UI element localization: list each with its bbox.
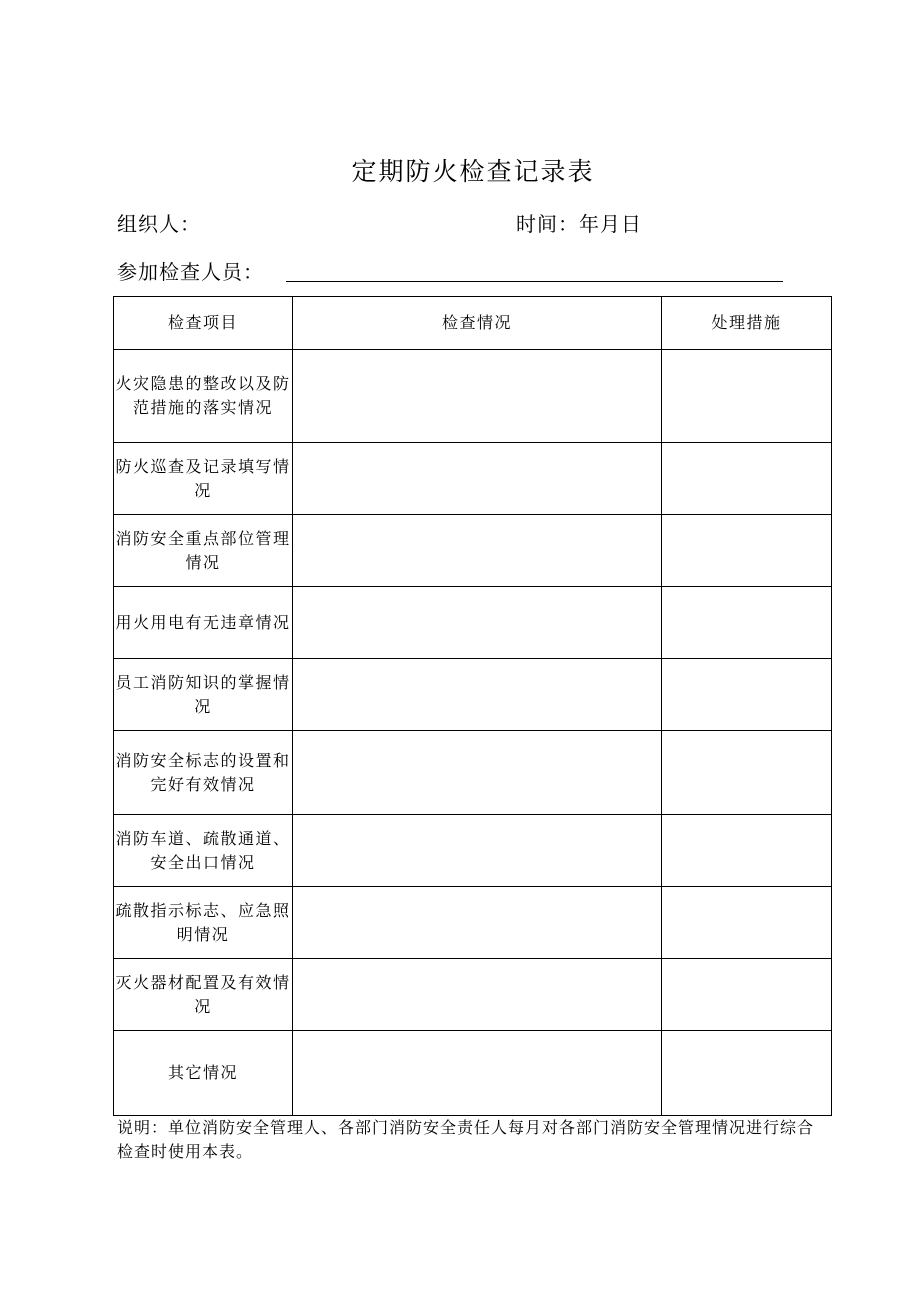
row-item-label: 消防安全重点部位管理情况 [114,515,293,587]
table-row [114,731,832,815]
table-header-row [114,297,832,350]
table-row [114,515,832,587]
status-cell[interactable] [293,1031,662,1116]
measure-cell[interactable] [662,515,832,587]
table-row [114,350,832,443]
measure-cell[interactable] [662,887,832,959]
measure-cell[interactable] [662,587,832,659]
row-item-label: 消防安全标志的设置和完好有效情况 [114,731,293,815]
column-header-status: 检查情况 [293,297,662,350]
measure-cell[interactable] [662,443,832,515]
table-row [114,1031,832,1116]
page-title: 定期防火检查记录表 [351,157,595,186]
inspection-record-table [113,296,832,1116]
status-cell[interactable] [293,959,662,1031]
row-item-label: 其它情况 [114,1031,293,1116]
status-cell[interactable] [293,659,662,731]
table-row [114,815,832,887]
table-row [114,443,832,515]
time-label: 时间：年月日 [516,212,642,236]
table-row [114,887,832,959]
status-cell[interactable] [293,350,662,443]
measure-cell[interactable] [662,959,832,1031]
measure-cell[interactable] [662,350,832,443]
row-item-label: 消防车道、疏散通道、安全出口情况 [114,815,293,887]
table-row [114,659,832,731]
row-item-label: 员工消防知识的掌握情况 [114,659,293,731]
row-item-label: 防火巡查及记录填写情况 [114,443,293,515]
measure-cell[interactable] [662,659,832,731]
row-item-label: 灭火器材配置及有效情况 [114,959,293,1031]
status-cell[interactable] [293,515,662,587]
row-item-label: 用火用电有无违章情况 [114,587,293,659]
organizer-label: 组织人： [117,212,201,236]
status-cell[interactable] [293,731,662,815]
participants-label: 参加检查人员： [117,260,264,284]
status-cell[interactable] [293,587,662,659]
table-row [114,959,832,1031]
participants-fill-line[interactable] [286,281,783,282]
measure-cell[interactable] [662,731,832,815]
usage-note: 说明：单位消防安全管理人、各部门消防安全责任人每月对各部门消防安全管理情况进行综合检查时使用本表。 [117,1118,815,1161]
status-cell[interactable] [293,443,662,515]
table-row [114,587,832,659]
status-cell[interactable] [293,815,662,887]
measure-cell[interactable] [662,815,832,887]
column-header-item: 检查项目 [114,297,293,350]
measure-cell[interactable] [662,1031,832,1116]
status-cell[interactable] [293,887,662,959]
row-item-label: 火灾隐患的整改以及防范措施的落实情况 [114,350,293,443]
column-header-measure: 处理措施 [662,297,832,350]
row-item-label: 疏散指示标志、应急照明情况 [114,887,293,959]
